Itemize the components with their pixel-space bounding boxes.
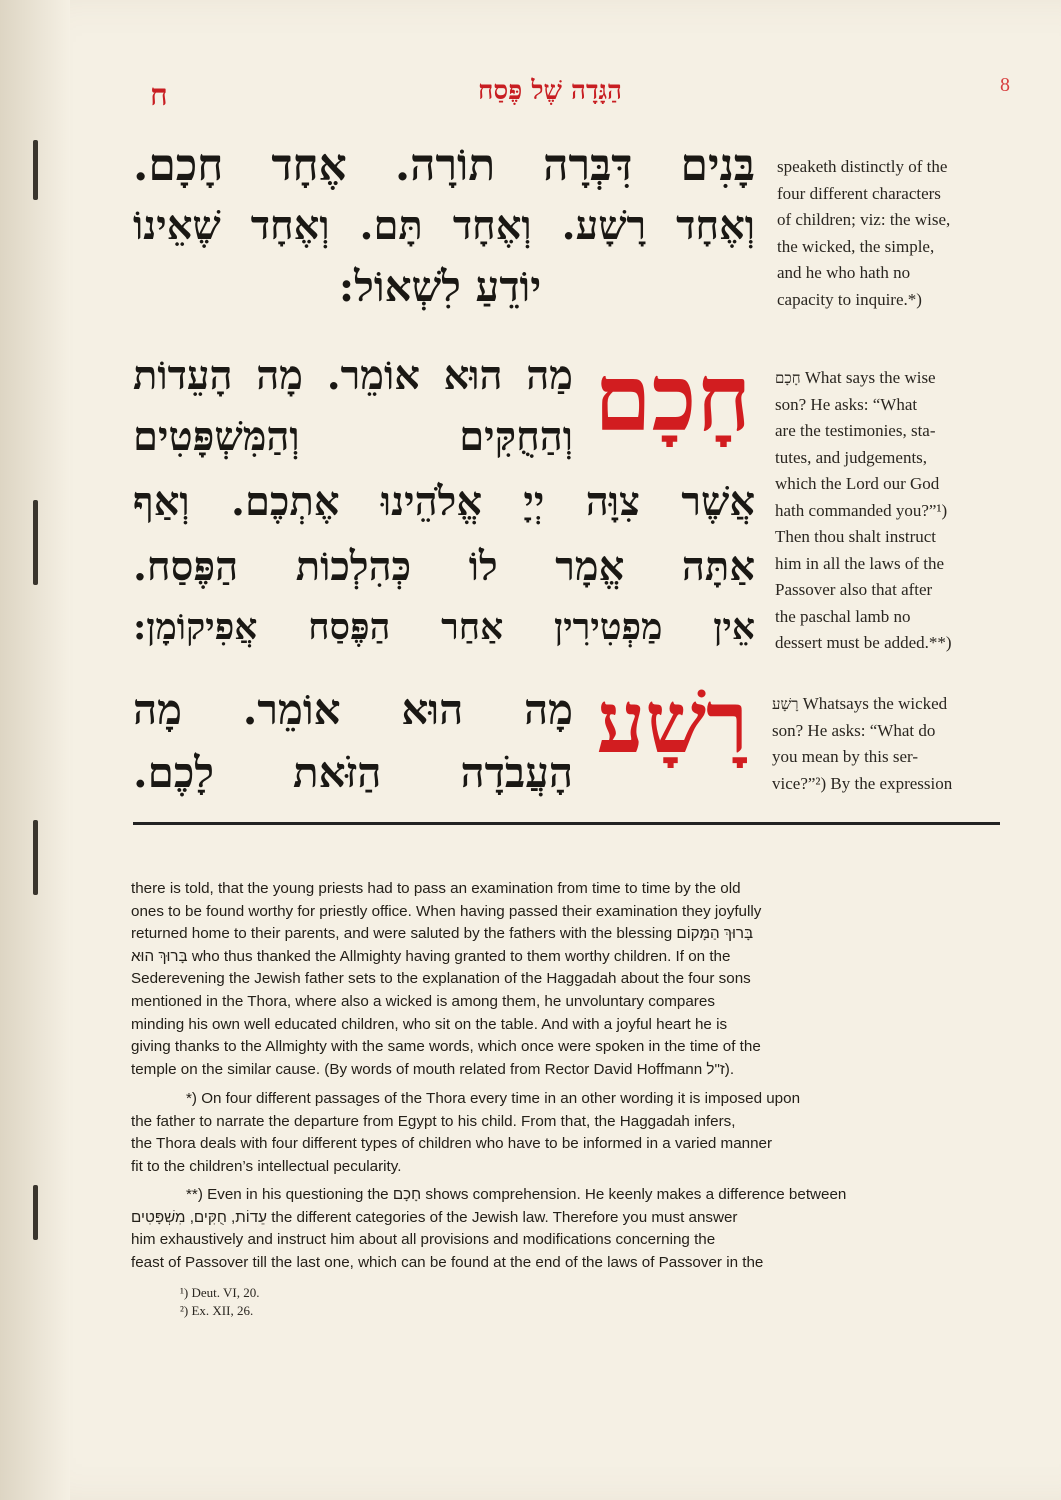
chacham-heading: חָכָם [594, 344, 751, 452]
text-line: you mean by this ser- [772, 747, 919, 766]
text-line: dessert must be added.**) [775, 633, 952, 652]
text-line: which the Lord our God [775, 474, 940, 493]
staple-mark [33, 820, 38, 895]
reference-note: ¹) Deut. VI, 20. [180, 1285, 260, 1300]
text-line [772, 691, 1000, 718]
text-line: returned home to their parents, and were saluted by the fathers with the blessing בָּרוּךְ הַמָּקוֹם [131, 925, 754, 943]
english-translation-block [772, 691, 1000, 797]
text-line: Passover also that after [775, 580, 933, 599]
text-line: **) Even in his questioning the חָכָם shows comprehension. He keenly makes a difference between [186, 1186, 847, 1203]
section-divider [133, 822, 1000, 825]
text-line: hath commanded you?”¹) [775, 500, 948, 520]
running-title: הַגָּדָה שֶׁל פֶּסַח [478, 76, 622, 106]
text-line: son? He asks: “What [775, 394, 918, 414]
text-line: of children; viz: the wise, [777, 210, 951, 229]
hebrew-line: אֲשֶׁר צִוָּה יְיָ אֱלֹהֵינוּ אֶתְכֶם. וְאַף [133, 478, 755, 525]
text-line: minding his own well educated children, who sit on the table. And with a joyful heart he is [131, 1015, 728, 1033]
text-line: fit to the children’s intellectual pecularity. [131, 1157, 402, 1175]
hebrew-page-letter: ח [150, 78, 168, 113]
text-line: and he who hath no [777, 263, 911, 282]
hebrew-line: אַתָּה אֱמָר לוֹ כְּהִלְכוֹת הַפֶּסַח. [133, 543, 755, 590]
text-line: are the testimonies, sta- [775, 421, 936, 440]
hebrew-inline-word: רָשָׁע [772, 695, 799, 713]
text-line: speaketh distinctly of the [777, 157, 948, 176]
text-line: the father to narrate the departure from Egypt to his child. From that, the Haggadah infers, [131, 1112, 736, 1130]
text-line: him in all the laws of the [775, 553, 945, 573]
text-line [775, 365, 1003, 392]
footnote-paragraph [131, 878, 997, 1081]
reference-note: ²) Ex. XII, 26. [180, 1303, 254, 1318]
text-line: the Thora deals with four different types of children who have to be informed in a varied manner [131, 1135, 773, 1153]
page-number: 8 [1000, 74, 1010, 96]
text-line: giving thanks to the Allmighty with the same words, which once were spoken in the time of the [131, 1038, 761, 1056]
text-line: feast of Passover till the last one, which can be found at the end of the laws of Passover in the [131, 1253, 764, 1271]
text-line: mentioned in the Thora, where also a wicked is among them, he unvoluntary compares [131, 992, 715, 1010]
text-line: capacity to inquire.*) [777, 289, 922, 309]
english-translation-block [775, 365, 1003, 657]
staple-mark [33, 1185, 38, 1240]
staple-mark [33, 500, 38, 585]
text-line: *) On four different passages of the Thora every time in an other wording it is imposed upon [186, 1090, 801, 1107]
text-line: Then thou shalt instruct [775, 527, 937, 546]
text-line: tutes, and judgements, [775, 447, 928, 467]
hebrew-line: מַה הוּא אוֹמֵר. מָה הָעֵדוֹת [133, 352, 573, 399]
text-line: him exhaustively and instruct him about all provisions and modifications concerning the [131, 1231, 716, 1249]
text-line: בָּרוּךְ הוּא who thus thanked the Allmighty having granted to them worthy children. If on the [131, 947, 731, 965]
text-span: What says the wise [804, 368, 936, 387]
text-line: ones to be found worthy for priestly office. When having passed their examination they joyfully [131, 902, 762, 920]
footnote-paragraph [131, 1088, 997, 1178]
hebrew-line: בָּנִים דִּבְּרָה תוֹרָה. אֶחָד חָכָם. [133, 140, 755, 191]
footnote-paragraph [131, 1184, 997, 1274]
english-translation-block [777, 154, 1005, 313]
text-line: עֵדוֹת, חֻקִּים, מִשְׁפָּטִים the different categories of the Jewish law. Therefore you must answer [131, 1208, 738, 1226]
page-binding-shadow [0, 0, 70, 1500]
hebrew-line: יוֹדֵעַ לִשְׁאוֹל: [338, 262, 542, 311]
text-line: Sederevening the Jewish father sets to the explanation of the Haggadah about the four sons [131, 970, 751, 988]
text-line: the paschal lamb no [775, 606, 911, 626]
text-span: Whatsays the wicked [802, 694, 948, 713]
text-line: the wicked, the simple, [777, 236, 935, 256]
text-line: temple on the similar cause. (By words of mouth related from Rector David Hoffmann ז"ל). [131, 1060, 735, 1078]
hebrew-inline-word: חָכָם [775, 369, 801, 387]
hebrew-line: וְאֶחָד רָשָׁע. וְאֶחָד תָּם. וְאֶחָד שֶׁאֵינוֹ [133, 202, 755, 249]
staple-mark [33, 140, 38, 200]
text-line: four different characters [777, 183, 941, 203]
text-line: there is told, that the young priests had to pass an examination from time to time by the old [131, 880, 741, 897]
text-line: son? He asks: “What do [772, 720, 936, 740]
hebrew-line: הָעֲבֹדָה הַזֹּאת לָכֶם. [133, 748, 573, 797]
rasha-heading: רָשָׁע [596, 672, 749, 773]
hebrew-line: אֵין מַפְטִירִין אַחַר הַפֶּסַח אֲפִיקוֹמָן: [133, 606, 755, 648]
hebrew-line: וְהַחֻקִּים וְהַמִּשְׁפָּטִים [133, 413, 573, 460]
text-line: vice?”²) By the expression [772, 773, 953, 793]
hebrew-line: מָה הוּא אוֹמֵר. מָה [133, 685, 573, 734]
